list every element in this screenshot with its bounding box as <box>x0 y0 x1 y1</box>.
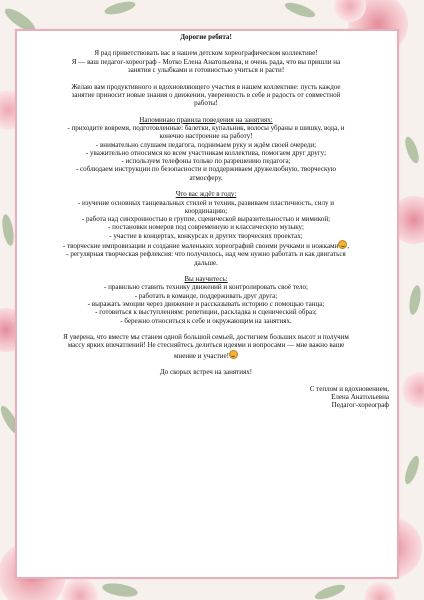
signature-block <box>17 385 395 410</box>
learn-line: - правильно ставить технику движений и контролировать своё тело; <box>103 283 309 292</box>
year-line: - постановки номеров под современную и классическую музыку; <box>108 223 304 232</box>
intro-line: занятия с улыбками и готовностью учиться и расти! <box>127 66 285 75</box>
intro-line: Я — ваш педагог-хореограф - Мотко Елена Анатольевна, и очень рада, что вы пришли на <box>71 57 341 66</box>
closing-line: Я уверена, что вместе мы станем одной большой семьей, достигнем больших высот и получим <box>63 333 349 342</box>
intro-paragraph <box>17 49 395 74</box>
closing-line: мнение и участие! <box>174 351 229 360</box>
year-line: - регулярная творческая рефлексия: что получилось, над чем нужно работать и как двигаться <box>66 250 346 259</box>
wish-line: занятие приносит новые знания о движении, уверенность в себе и радость от совместной <box>71 90 341 99</box>
year-line: - участие в концертах, конкурсах и других творческих проектах; <box>109 231 303 240</box>
letter-title: Дорогие ребята! <box>180 33 232 41</box>
rule-line: - приходите вовремя, подготовленные: балетки, купальник, волосы убраны в шишку, вода, и <box>67 123 345 132</box>
smiling-face-emoji-icon <box>338 240 347 249</box>
rules-heading: Напоминаю правила поведения на занятиях: <box>139 115 273 124</box>
year-heading: Что вас ждёт в году: <box>175 190 237 199</box>
intro-line: Я рад приветствовать вас в нашем детском хореографическом коллективе! <box>94 49 318 58</box>
rule-line: - уважительно относимся ко всем участникам коллектива, помогаем друг другу; <box>85 148 327 157</box>
signature-line: С теплом и вдохновением, <box>309 384 389 393</box>
learn-line: - работать в команде, поддерживать друг друга; <box>134 291 278 300</box>
year-line: - работа над синхронностью в группе, сценической выразительностью и мимикой; <box>81 215 331 224</box>
year-line: - творческие импровизации и создание маленьких хореографий своими ручками и ножками <box>62 241 339 250</box>
year-list <box>17 199 395 267</box>
year-line: дальше. <box>194 258 218 267</box>
year-line-with-emoji: - творческие импровизации и создание маленьких хореографий своими ручками и ножками , <box>62 241 350 250</box>
farewell-line: До скорых встреч на занятиях! <box>159 368 253 377</box>
learn-heading: Вы научитесь: <box>184 275 228 284</box>
learn-list <box>17 283 395 324</box>
rule-line: - внимательно слушаем педагога, поднимаем руку и ждём своей очереди; <box>95 140 317 149</box>
rule-line: атмосферу. <box>189 173 223 182</box>
wish-paragraph <box>17 83 395 108</box>
wish-line: Желаю вам продуктивного и вдохновляющего участия в нашем коллективе: пусть каждое <box>71 82 341 91</box>
rules-list <box>17 124 395 182</box>
letter-document <box>17 33 395 409</box>
learn-line: - выражать эмоции через движение и рассказывать историю с помощью танца; <box>87 299 325 308</box>
learn-line: - бережно относиться к себе и окружающим на занятиях. <box>120 316 292 325</box>
rule-line: - соблюдаем инструкции по безопасности и поддерживаем дружелюбную, творческую <box>75 165 337 174</box>
signature-line: Педагог-хореограф <box>331 401 389 410</box>
smiling-face-emoji-icon <box>229 350 238 359</box>
rule-line: конечно настроение на работу! <box>159 132 253 141</box>
closing-line-with-emoji <box>17 350 395 360</box>
wish-line: работы! <box>194 99 218 108</box>
year-line: - изучение основных танцевальных стилей и техник, развиваем пластичность, силу и <box>77 198 335 207</box>
year-line: координацию; <box>184 206 228 215</box>
learn-line: - готовиться к выступлениям: репетиции, раскладка и сценический образ; <box>95 308 317 317</box>
rule-line: - используем телефоны только по разрешению педагога; <box>121 157 291 166</box>
signature-line: Елена Анатольевна <box>331 392 389 401</box>
closing-line: массу ярких впечатлений! Не стесняйтесь делиться идеями и вопросами — мне важно ваше <box>67 341 345 350</box>
closing-paragraph <box>17 333 395 360</box>
